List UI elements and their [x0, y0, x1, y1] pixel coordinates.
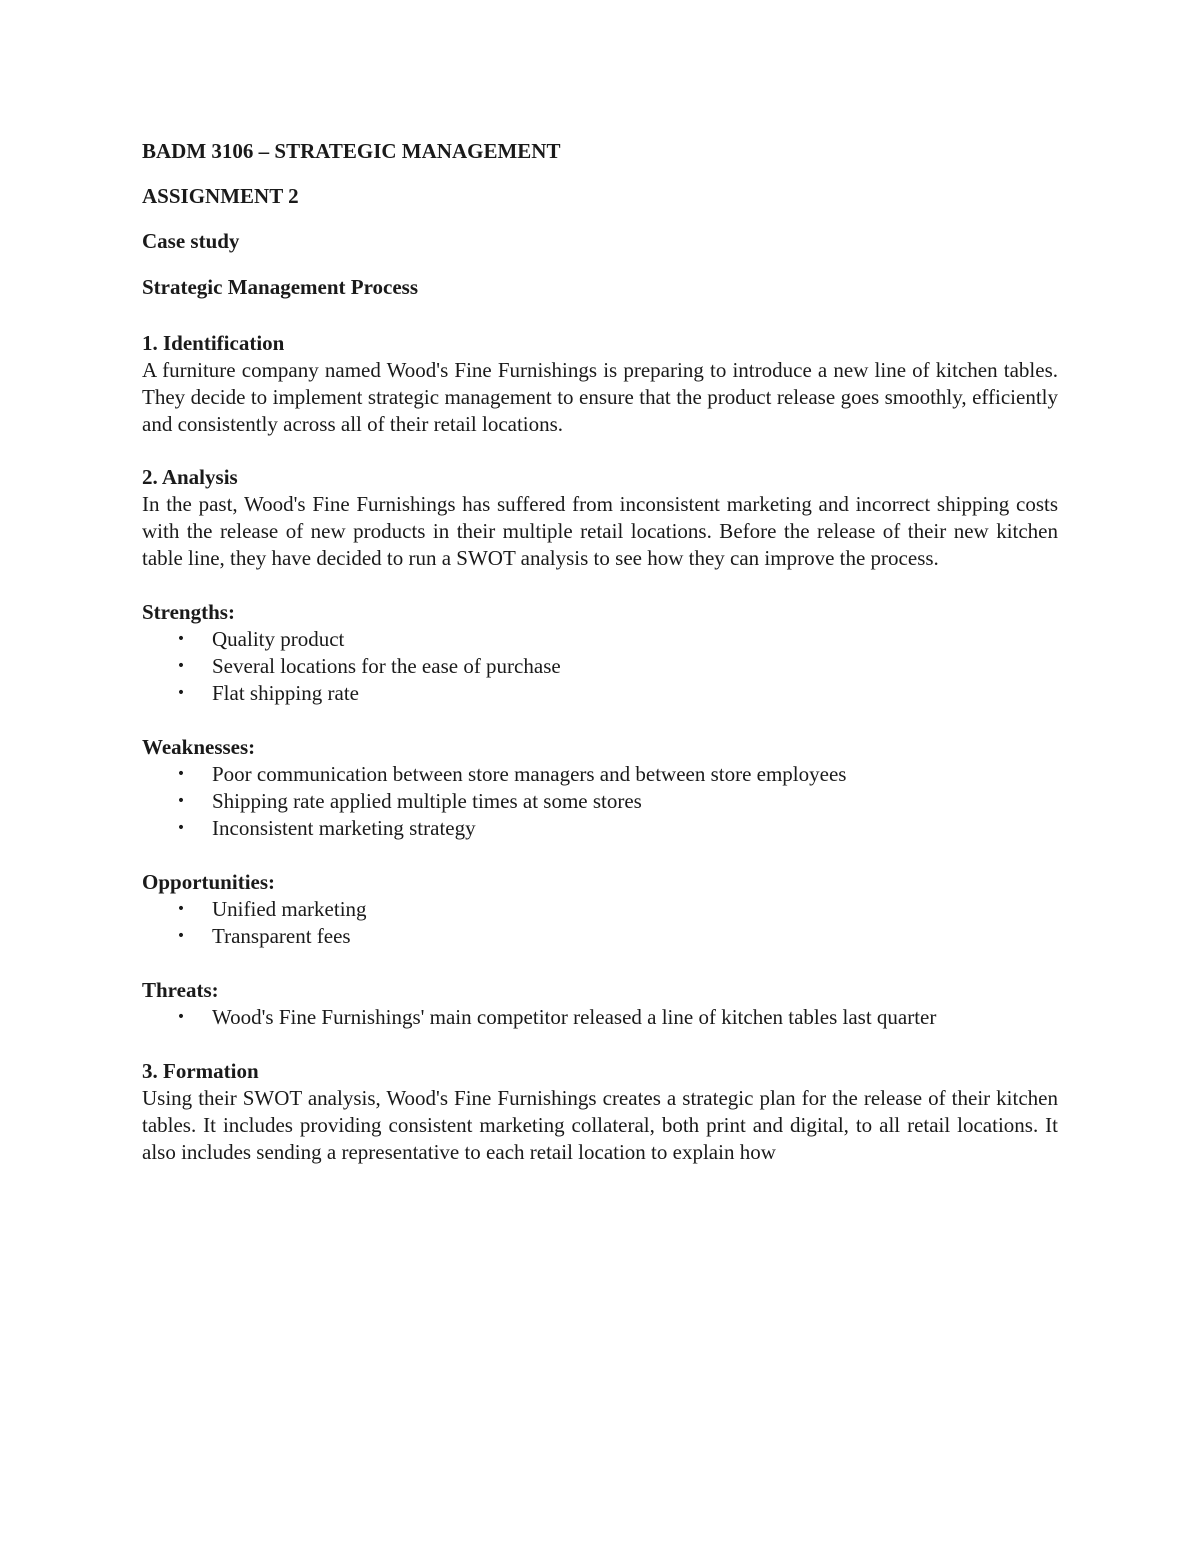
list-item: • Wood's Fine Furnishings' main competitor released a line of kitchen tables last quarter — [176, 1005, 937, 1029]
section-heading-weaknesses: Weaknesses: — [142, 735, 256, 759]
section-heading-strengths: Strengths: — [142, 600, 235, 624]
list-item: • Unified marketing — [176, 897, 367, 921]
analysis-paragraph: In the past, Wood's Fine Furnishings has suffered from inconsistent marketing and incorrect shipping costs with the release of new products in their multiple retail locations. Before the release of their new kitchen table line, they have decided to run a SWOT analysis to see how they can improve the process. — [142, 492, 1058, 570]
list-item: • Inconsistent marketing strategy — [176, 816, 476, 840]
bullet-icon: • — [176, 820, 186, 836]
identification-paragraph: A furniture company named Wood's Fine Furnishings is preparing to introduce a new line of kitchen tables. They decide to implement strategic management to ensure that the product release goes smoothly, efficiently and consistently across all of their retail locations. — [142, 358, 1058, 436]
list-item: • Quality product — [176, 627, 345, 651]
bullet-icon: • — [176, 793, 186, 809]
bullet-icon: • — [176, 631, 186, 647]
bullet-icon: • — [176, 658, 186, 674]
section-heading-analysis: 2. Analysis — [142, 465, 238, 489]
section-heading-identification: 1. Identification — [142, 331, 285, 355]
list-item: • Several locations for the ease of purchase — [176, 654, 561, 678]
bullet-icon: • — [176, 928, 186, 944]
weaknesses-list — [142, 761, 1058, 842]
section-heading-formation: 3. Formation — [142, 1059, 259, 1083]
bullet-icon: • — [176, 766, 186, 782]
bullet-icon: • — [176, 685, 186, 701]
section-heading-opportunities: Opportunities: — [142, 870, 276, 894]
case-study-label: Case study — [142, 229, 240, 253]
document-page — [142, 138, 1058, 1166]
list-item: • Transparent fees — [176, 924, 351, 948]
course-title: BADM 3106 – STRATEGIC MANAGEMENT — [142, 139, 561, 163]
list-item: • Poor communication between store managers and between store employees — [176, 762, 847, 786]
list-item: • Flat shipping rate — [176, 681, 359, 705]
threats-list — [142, 1004, 1058, 1031]
assignment-title: ASSIGNMENT 2 — [142, 184, 299, 208]
list-item: • Shipping rate applied multiple times at some stores — [176, 789, 642, 813]
process-title: Strategic Management Process — [142, 275, 419, 299]
section-heading-threats: Threats: — [142, 978, 219, 1002]
bullet-icon: • — [176, 901, 186, 917]
formation-paragraph: Using their SWOT analysis, Wood's Fine Furnishings creates a strategic plan for the release of their kitchen tables. It includes providing consistent marketing collateral, both print and digital, to all retail locations. It also includes sending a representative to each retail location to explain how — [142, 1086, 1058, 1164]
opportunities-list — [142, 896, 1058, 950]
strengths-list — [142, 626, 1058, 707]
bullet-icon: • — [176, 1009, 186, 1025]
